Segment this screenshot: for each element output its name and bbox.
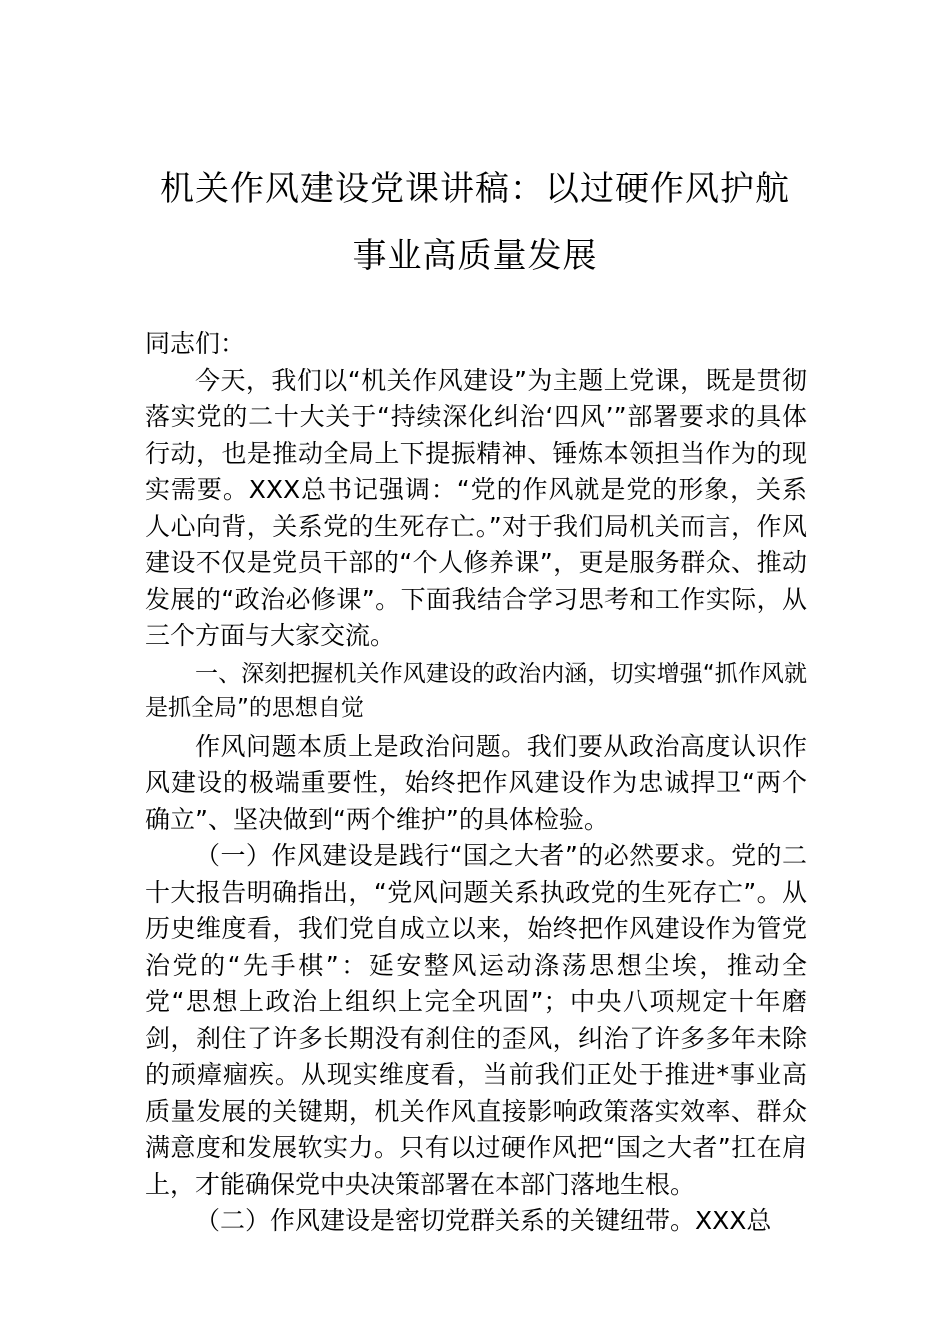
document-title-line-1: 机关作风建设党课讲稿：以过硬作风护航 — [160, 169, 790, 209]
paragraph-subsection-1: （一）作风建设是践行“国之大者”的必然要求。党的二十大报告明确指出，“党风问题关系执政党的生死存亡”。从历史维度看，我们党自成立以来，始终把作风建设作为管党治党的“先手棋”：延安整风运动涤荡思想尘埃，推动全党“思想上政治上组织上完全巩固”；中央八项规定十年磨剑，刹住了许多长期没有刹住的歪风，纠治了许多多年未除的顽瘴痼疾。从现实维度看，当前我们正处于推进*事业高质量发展的关键期，机关作风直接影响政策落实效率、群众满意度和发展软实力。只有以过硬作风把“国之大者”扛在肩上，才能确保党中央决策部署在本部门落地生根。 — [145, 841, 807, 1199]
greeting: 同志们： — [145, 329, 246, 358]
paragraph-subsection-2: （二）作风建设是密切党群关系的关键纽带。XXX总 — [195, 1206, 772, 1235]
paragraph-intro: 今天，我们以“机关作风建设”为主题上党课，既是贯彻落实党的二十大关于“持续深化纠治‘四风’”部署要求的具体行动，也是推动全局上下提振精神、锤炼本领担当作为的现实需要。XXX总书记强调：“党的作风就是党的形象，关系人心向背，关系党的生死存亡。”对于我们局机关而言，作风建设不仅是党员干部的“个人修养课”，更是服务群众、推动发展的“政治必修课”。下面我结合学习思考和工作实际，从三个方面与大家交流。 — [145, 365, 807, 650]
document-body — [145, 326, 807, 1240]
paragraph-section-1-lead: 作风问题本质上是政治问题。我们要从政治高度认识作风建设的极端重要性，始终把作风建设作为忠诚捍卫“两个确立”、坚决做到“两个维护”的具体检验。 — [145, 731, 807, 834]
section-heading-1: 一、深刻把握机关作风建设的政治内涵，切实增强“抓作风就是抓全局”的思想自觉 — [145, 660, 807, 721]
document-title-line-2: 事业高质量发展 — [352, 236, 598, 276]
